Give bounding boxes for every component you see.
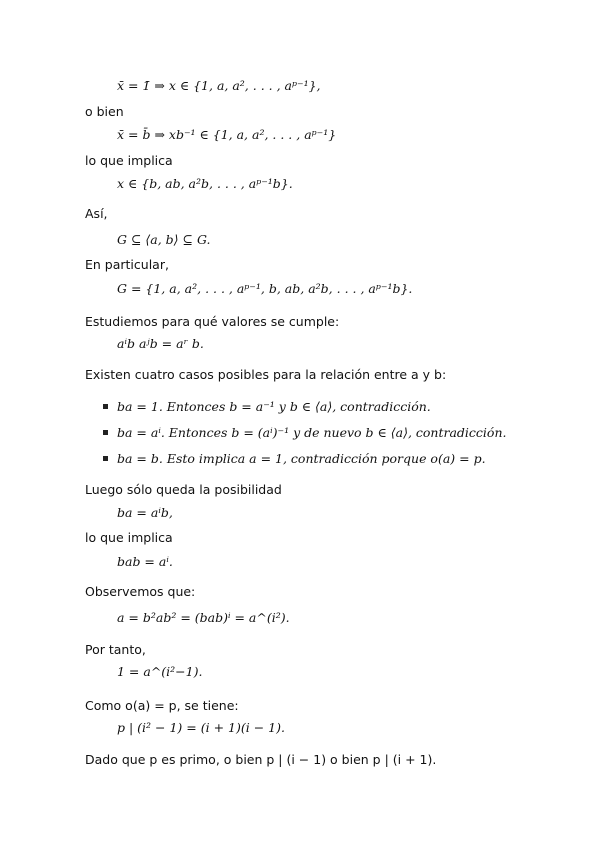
text-luego-solo-queda: Luego sólo queda la posibilidad [85, 482, 282, 497]
case-text: ba = b. Esto implica a = 1, contradicción porque o(a) = p. [117, 451, 486, 466]
case-list-item [103, 399, 431, 415]
text-asi: Así, [85, 206, 108, 221]
text-estudiemos: Estudiemos para qué valores se cumple: [85, 314, 340, 329]
math-line-ba-equals: ba = aⁱb, [117, 505, 173, 520]
math-line-g-equals-set: G = {1, a, a², . . . , aᵖ⁻¹, b, ab, a²b, . . . , aᵖ⁻¹b}. [117, 281, 413, 296]
bullet-marker [103, 430, 108, 435]
bullet-marker [103, 404, 108, 409]
case-text: ba = 1. Entonces b = a⁻¹ y b ∈ ⟨a⟩, contradicción. [117, 399, 431, 414]
math-line-a-equals-chain: a = b²ab² = (bab)ⁱ = a^(i²). [117, 610, 290, 625]
math-line-x-in-set: x ∈ {b, ab, a²b, . . . , aᵖ⁻¹b}. [117, 176, 293, 191]
text-lo-que-implica-2: lo que implica [85, 530, 173, 545]
text-como-orden: Como o(a) = p, se tiene: [85, 698, 239, 713]
text-en-particular: En particular, [85, 257, 169, 272]
math-line-product-relation: aⁱb aʲb = aʳ b. [117, 336, 204, 351]
math-line-bab-equals: bab = aⁱ. [117, 554, 173, 569]
math-line-p-divides: p | (i² − 1) = (i + 1)(i − 1). [117, 720, 285, 735]
text-por-tanto: Por tanto, [85, 642, 146, 657]
math-line-g-subset: G ⊆ ⟨a, b⟩ ⊆ G. [117, 232, 211, 247]
math-line-x-bar-equals-b-bar: x̄ = b̄ ⇒ xb⁻¹ ∈ {1, a, a², . . . , aᵖ⁻¹} [117, 127, 337, 142]
text-lo-que-implica-1: lo que implica [85, 153, 173, 168]
case-list-item [103, 425, 506, 441]
bullet-marker [103, 456, 108, 461]
text-dado-que-p-primo: Dado que p es primo, o bien p | (i − 1) o bien p | (i + 1). [85, 752, 437, 767]
text-observemos: Observemos que: [85, 584, 196, 599]
text-o-bien: o bien [85, 104, 124, 119]
case-text: ba = aⁱ. Entonces b = (aⁱ)⁻¹ y de nuevo b ∈ ⟨a⟩, contradicción. [117, 425, 507, 440]
text-existen-cuatro-casos: Existen cuatro casos posibles para la relación entre a y b: [85, 367, 447, 382]
math-line-x-bar-equals-one: x̄ = 1̄ ⇒ x ∈ {1, a, a², . . . , aᵖ⁻¹}, [117, 78, 321, 93]
math-line-one-equals: 1 = a^(i²−1). [117, 664, 203, 679]
case-list-item [103, 451, 486, 467]
